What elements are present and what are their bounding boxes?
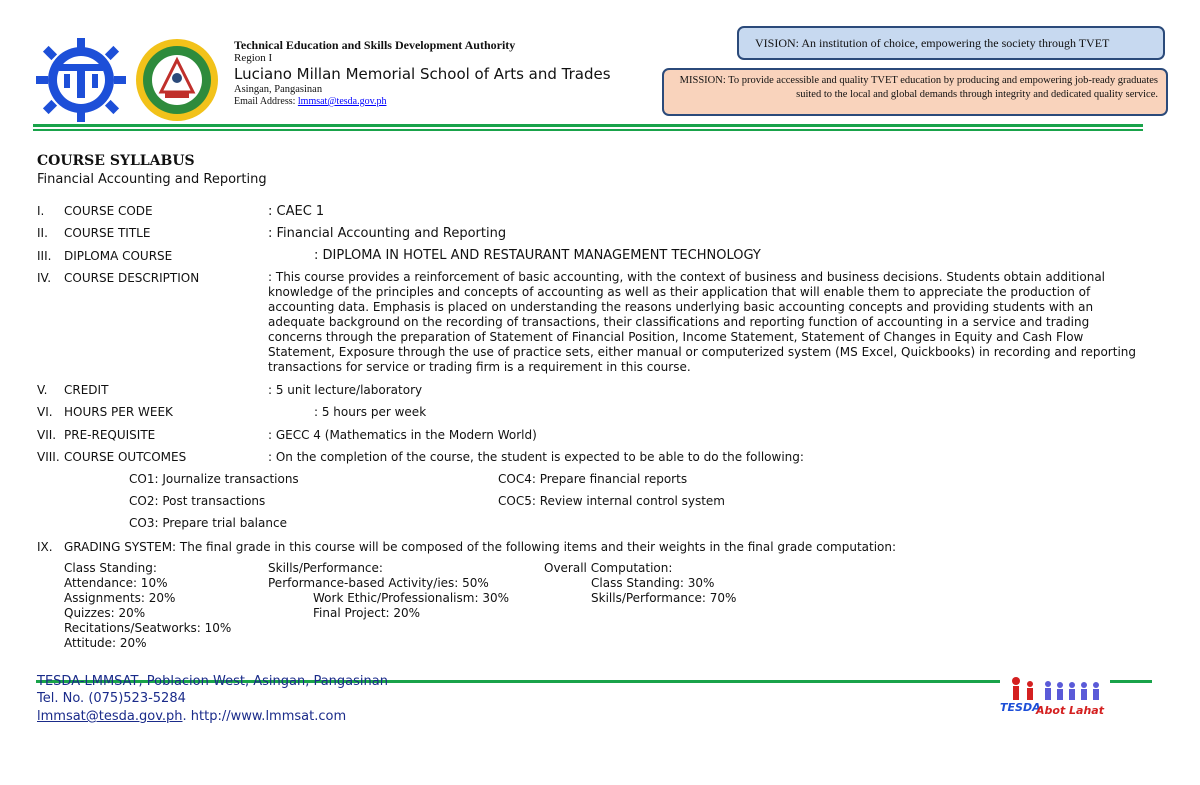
grade-line: Attitude: 20%: [64, 636, 147, 650]
footer-contact: lmmsat@tesda.gov.ph. http://www.lmmsat.com: [37, 709, 347, 724]
course-title-label: COURSE TITLE: [64, 226, 151, 240]
item-num: VI.: [37, 405, 53, 419]
skills-title: Skills/Performance:: [268, 561, 383, 575]
credit-value: : 5 unit lecture/laboratory: [268, 383, 423, 397]
outcome-co2: CO2: Post transactions: [129, 494, 266, 508]
item-num: III.: [37, 249, 52, 263]
doc-title: COURSE SYLLABUS: [37, 153, 195, 169]
course-description-value: : This course provides a reinforcement of basic accounting, with the context of business and business decisions. Students obtain additional knowledge of the principles and concepts of accounting as well as their application that will enable them to appreciate the production of accounting data. Emphasis is placed on understanding the reasons underlying basic accounting concepts and providing students with an adequate background on the recording of transactions, their classifications and reporting function of accounting in a service and trading concerns through the preparation of Statement of Financial Position, Income Statement, Statement of Changes in Equity and Cash Flow Statement, Exposure through the use of practice sets, either manual or computerized system (MS Excel, Quickbooks) in recording and reporting transactions for service or trading firm is a requirement in this course.: [268, 270, 1136, 374]
outcome-co1: CO1: Journalize transactions: [129, 472, 299, 486]
outcome-co3: CO3: Prepare trial balance: [129, 516, 287, 530]
diploma-course-label: DIPLOMA COURSE: [64, 249, 173, 263]
class-standing-block: [64, 561, 231, 651]
vision-box: VISION: An institution of choice, empowering the society through TVET: [737, 26, 1165, 60]
people-icon: [1008, 676, 1108, 702]
school-name: Luciano Millan Memorial School of Arts and Trades: [234, 65, 611, 83]
school-seal: [135, 38, 219, 122]
tesda-logo: [32, 36, 130, 124]
skills-block: [268, 561, 509, 621]
item-num: VIII.: [37, 450, 60, 464]
course-title-value: : Financial Accounting and Reporting: [268, 226, 507, 241]
grade-line: Final Project: 20%: [313, 606, 421, 620]
credit-label: CREDIT: [64, 383, 109, 397]
grade-line: Quizzes: 20%: [64, 606, 146, 620]
region: Region I: [234, 52, 273, 64]
class-standing-title: Class Standing:: [64, 561, 157, 575]
footer-tel: Tel. No. (075)523-5284: [37, 691, 186, 706]
overall-block: [544, 561, 736, 606]
hours-label: HOURS PER WEEK: [64, 405, 173, 419]
prerequisite-value: : GECC 4 (Mathematics in the Modern World): [268, 428, 537, 442]
diploma-course-value: : DIPLOMA IN HOTEL AND RESTAURANT MANAGEMENT TECHNOLOGY: [314, 248, 761, 263]
grade-line: Recitations/Seatworks: 10%: [64, 621, 232, 635]
footer-rule-right: [1110, 680, 1152, 683]
course-outcomes-value: : On the completion of the course, the student is expected to be able to do the following:: [268, 450, 804, 464]
grade-line: Performance-based Activity/ies: 50%: [268, 576, 489, 590]
outcome-coc5: COC5: Review internal control system: [498, 494, 725, 508]
logo-tesda-text: TESDA: [1000, 701, 1041, 714]
item-num: VII.: [37, 428, 57, 442]
course-code-label: COURSE CODE: [64, 204, 153, 218]
course-code-value: : CAEC 1: [268, 204, 325, 219]
footer-address: TESDA-LMMSAT, Poblacion West, Asingan, Pangasinan: [37, 674, 388, 689]
abot-lahat-logo: [1000, 676, 1112, 720]
grading-system-label: GRADING SYSTEM: The final grade in this course will be composed of the following items and their weights in the final grade computation:: [64, 540, 897, 554]
school-location: Asingan, Pangasinan: [234, 84, 323, 95]
org-name: Technical Education and Skills Development Authority: [234, 38, 516, 52]
grade-line: Skills/Performance: 70%: [591, 591, 737, 605]
header-rule-thin: [33, 129, 1143, 131]
grade-line: Work Ethic/Professionalism: 30%: [313, 591, 509, 605]
hours-value: : 5 hours per week: [314, 405, 427, 419]
footer-website-link[interactable]: http://www.lmmsat.com: [190, 709, 347, 724]
outcome-coc4: COC4: Prepare financial reports: [498, 472, 688, 486]
doc-subtitle: Financial Accounting and Reporting: [37, 172, 267, 187]
item-num: IX.: [37, 540, 53, 554]
footer-email-link[interactable]: lmmsat@tesda.gov.ph: [37, 709, 183, 724]
course-description-label: COURSE DESCRIPTION: [64, 271, 200, 285]
email-line: Email Address: lmmsat@tesda.gov.ph: [234, 96, 387, 107]
item-num: II.: [37, 226, 48, 240]
course-outcomes-label: COURSE OUTCOMES: [64, 450, 187, 464]
prerequisite-label: PRE-REQUISITE: [64, 428, 156, 442]
overall-title: Overall Computation:: [544, 561, 673, 575]
email-link[interactable]: lmmsat@tesda.gov.ph: [297, 96, 387, 107]
item-num: IV.: [37, 271, 52, 285]
item-num: I.: [37, 204, 45, 218]
grade-line: Attendance: 10%: [64, 576, 168, 590]
header-rule: [33, 124, 1143, 127]
item-num: V.: [37, 383, 48, 397]
grade-line: Assignments: 20%: [64, 591, 176, 605]
mission-box: MISSION: To provide accessible and quality TVET education by producing and empowering job-ready graduates suited to the local and global demands through integrity and dedicated quality service.: [662, 68, 1168, 116]
logo-abot-lahat-text: Abot Lahat: [1036, 704, 1104, 717]
grade-line: Class Standing: 30%: [591, 576, 715, 590]
